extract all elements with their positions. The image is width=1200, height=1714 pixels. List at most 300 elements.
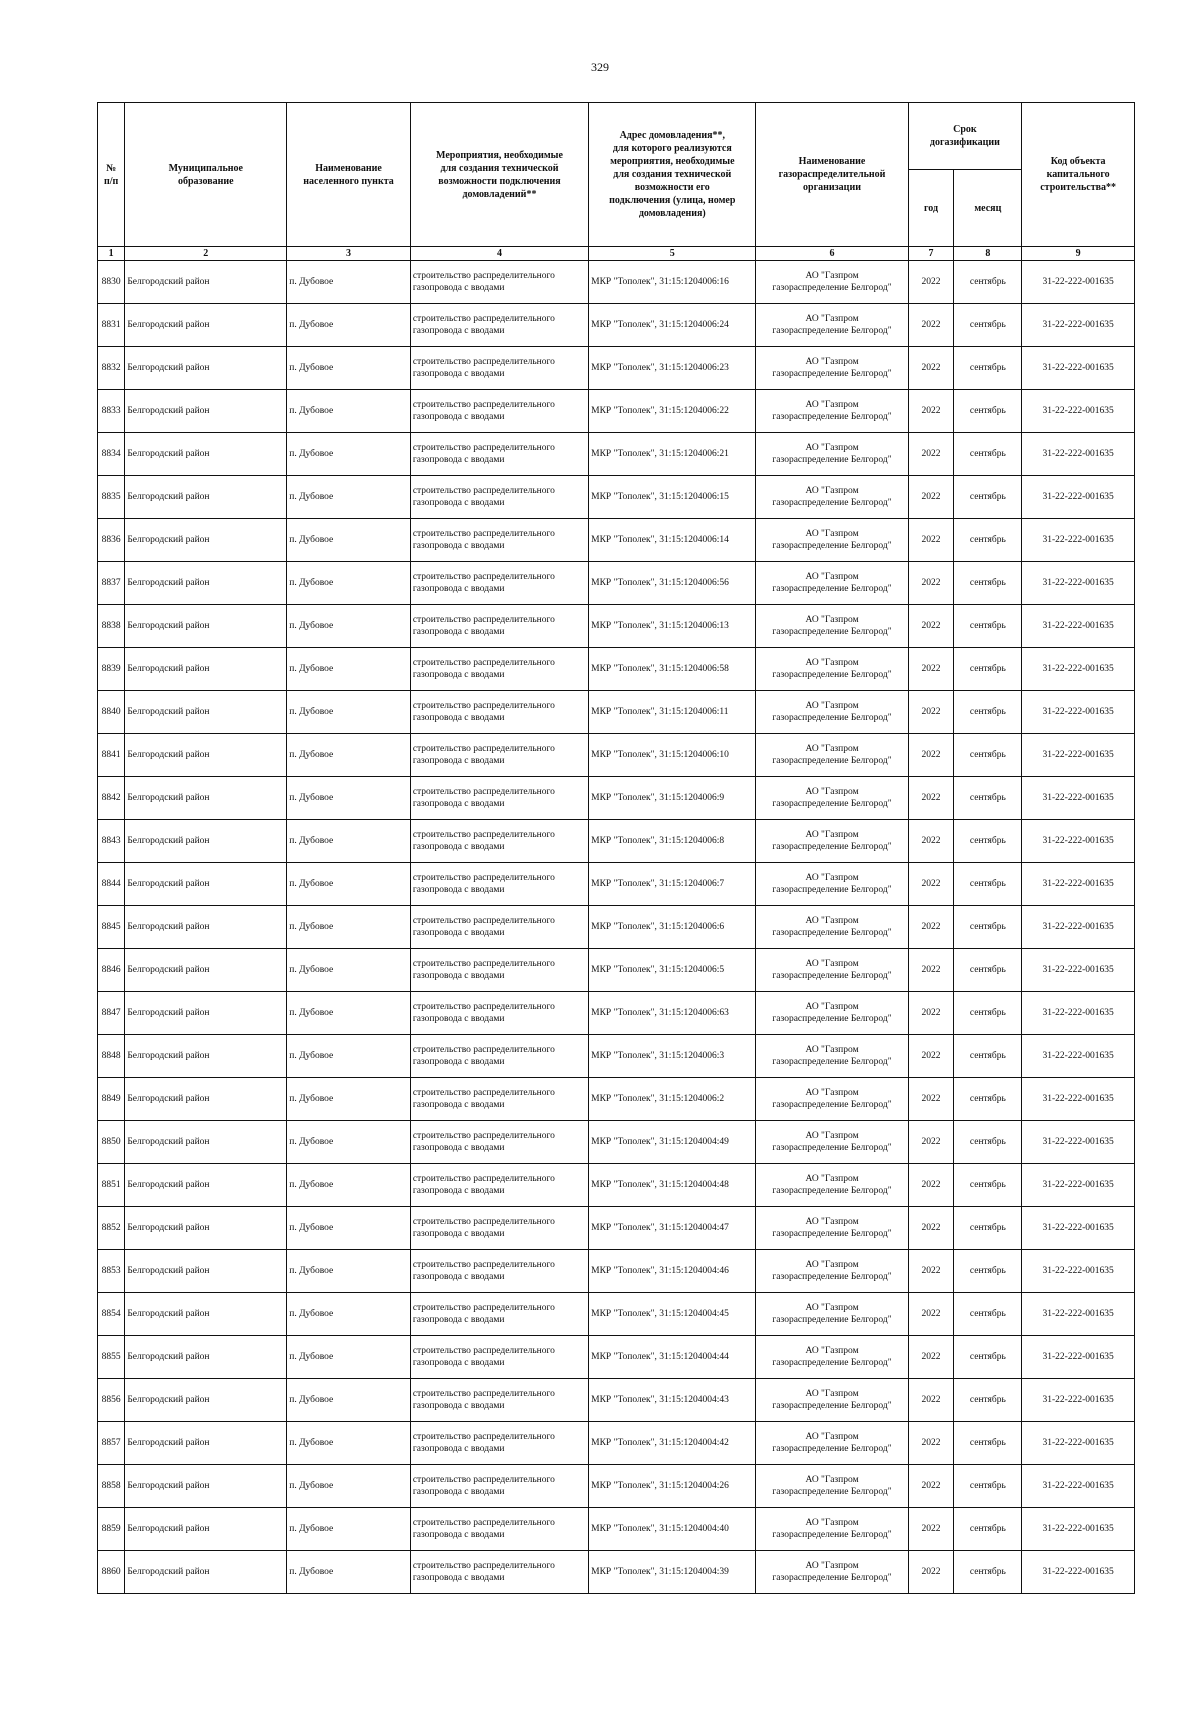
measures-cell: строительство распределительного газопровода с вводами [410,734,588,777]
object-code-cell: 31-22-222-001635 [1022,1336,1135,1379]
year-cell: 2022 [908,1465,954,1508]
column-number: 9 [1022,247,1135,261]
row-number: 8834 [98,433,125,476]
organization-cell: АО "Газпром газораспределение Белгород" [756,1121,908,1164]
address-cell: МКР "Тополек", 31:15:1204006:21 [589,433,756,476]
locality-cell: п. Дубовое [287,605,411,648]
month-cell: сентябрь [954,1035,1022,1078]
gasification-table [97,102,1135,1594]
table-row [98,562,1135,605]
header-address: Адрес домовладения**, для которого реализуются мероприятия, необходимые для создания технической возможности его подключения (улица, номер домовладения) [589,103,756,247]
locality-cell: п. Дубовое [287,1207,411,1250]
table-row [98,347,1135,390]
row-number: 8843 [98,820,125,863]
year-cell: 2022 [908,1121,954,1164]
measures-cell: строительство распределительного газопровода с вводами [410,1465,588,1508]
organization-cell: АО "Газпром газораспределение Белгород" [756,734,908,777]
locality-cell: п. Дубовое [287,347,411,390]
object-code-cell: 31-22-222-001635 [1022,1121,1135,1164]
object-code-cell: 31-22-222-001635 [1022,1035,1135,1078]
row-number: 8832 [98,347,125,390]
address-cell: МКР "Тополек", 31:15:1204004:46 [589,1250,756,1293]
table-row [98,992,1135,1035]
year-cell: 2022 [908,906,954,949]
address-cell: МКР "Тополек", 31:15:1204004:26 [589,1465,756,1508]
municipality-cell: Белгородский район [125,1207,287,1250]
address-cell: МКР "Тополек", 31:15:1204006:11 [589,691,756,734]
month-cell: сентябрь [954,949,1022,992]
address-cell: МКР "Тополек", 31:15:1204006:10 [589,734,756,777]
year-cell: 2022 [908,863,954,906]
year-cell: 2022 [908,347,954,390]
object-code-cell: 31-22-222-001635 [1022,1250,1135,1293]
month-cell: сентябрь [954,691,1022,734]
table-row [98,605,1135,648]
address-cell: МКР "Тополек", 31:15:1204006:9 [589,777,756,820]
address-cell: МКР "Тополек", 31:15:1204006:22 [589,390,756,433]
organization-cell: АО "Газпром газораспределение Белгород" [756,691,908,734]
year-cell: 2022 [908,304,954,347]
row-number: 8839 [98,648,125,691]
organization-cell: АО "Газпром газораспределение Белгород" [756,304,908,347]
year-cell: 2022 [908,1250,954,1293]
table-row [98,1379,1135,1422]
object-code-cell: 31-22-222-001635 [1022,691,1135,734]
month-cell: сентябрь [954,1250,1022,1293]
object-code-cell: 31-22-222-001635 [1022,992,1135,1035]
locality-cell: п. Дубовое [287,261,411,304]
month-cell: сентябрь [954,605,1022,648]
year-cell: 2022 [908,476,954,519]
year-cell: 2022 [908,1207,954,1250]
year-cell: 2022 [908,1035,954,1078]
header-month: месяц [954,170,1022,247]
table-row [98,1551,1135,1594]
month-cell: сентябрь [954,648,1022,691]
measures-cell: строительство распределительного газопровода с вводами [410,691,588,734]
municipality-cell: Белгородский район [125,1121,287,1164]
object-code-cell: 31-22-222-001635 [1022,1551,1135,1594]
row-number: 8846 [98,949,125,992]
object-code-cell: 31-22-222-001635 [1022,261,1135,304]
address-cell: МКР "Тополек", 31:15:1204004:45 [589,1293,756,1336]
organization-cell: АО "Газпром газораспределение Белгород" [756,433,908,476]
address-cell: МКР "Тополек", 31:15:1204006:63 [589,992,756,1035]
locality-cell: п. Дубовое [287,992,411,1035]
measures-cell: строительство распределительного газопровода с вводами [410,863,588,906]
municipality-cell: Белгородский район [125,1551,287,1594]
table-row [98,734,1135,777]
month-cell: сентябрь [954,304,1022,347]
municipality-cell: Белгородский район [125,1379,287,1422]
year-cell: 2022 [908,261,954,304]
measures-cell: строительство распределительного газопровода с вводами [410,1121,588,1164]
organization-cell: АО "Газпром газораспределение Белгород" [756,1207,908,1250]
municipality-cell: Белгородский район [125,562,287,605]
header-code: Код объекта капитального строительства** [1022,103,1135,247]
row-number: 8848 [98,1035,125,1078]
table-row [98,949,1135,992]
column-number: 5 [589,247,756,261]
measures-cell: строительство распределительного газопровода с вводами [410,261,588,304]
measures-cell: строительство распределительного газопровода с вводами [410,992,588,1035]
object-code-cell: 31-22-222-001635 [1022,390,1135,433]
address-cell: МКР "Тополек", 31:15:1204006:5 [589,949,756,992]
year-cell: 2022 [908,1508,954,1551]
organization-cell: АО "Газпром газораспределение Белгород" [756,1035,908,1078]
month-cell: сентябрь [954,390,1022,433]
object-code-cell: 31-22-222-001635 [1022,476,1135,519]
column-numbers-row [98,247,1135,261]
row-number: 8845 [98,906,125,949]
municipality-cell: Белгородский район [125,691,287,734]
organization-cell: АО "Газпром газораспределение Белгород" [756,1078,908,1121]
row-number: 8838 [98,605,125,648]
column-number: 7 [908,247,954,261]
year-cell: 2022 [908,992,954,1035]
organization-cell: АО "Газпром газораспределение Белгород" [756,863,908,906]
measures-cell: строительство распределительного газопровода с вводами [410,820,588,863]
month-cell: сентябрь [954,1551,1022,1594]
table-row [98,648,1135,691]
row-number: 8857 [98,1422,125,1465]
address-cell: МКР "Тополек", 31:15:1204006:15 [589,476,756,519]
measures-cell: строительство распределительного газопровода с вводами [410,1078,588,1121]
year-cell: 2022 [908,1379,954,1422]
municipality-cell: Белгородский район [125,304,287,347]
object-code-cell: 31-22-222-001635 [1022,734,1135,777]
locality-cell: п. Дубовое [287,1250,411,1293]
locality-cell: п. Дубовое [287,648,411,691]
row-number: 8844 [98,863,125,906]
year-cell: 2022 [908,1551,954,1594]
year-cell: 2022 [908,949,954,992]
organization-cell: АО "Газпром газораспределение Белгород" [756,1164,908,1207]
address-cell: МКР "Тополек", 31:15:1204004:43 [589,1379,756,1422]
organization-cell: АО "Газпром газораспределение Белгород" [756,562,908,605]
table-row [98,1508,1135,1551]
organization-cell: АО "Газпром газораспределение Белгород" [756,1336,908,1379]
row-number: 8835 [98,476,125,519]
locality-cell: п. Дубовое [287,390,411,433]
organization-cell: АО "Газпром газораспределение Белгород" [756,1250,908,1293]
municipality-cell: Белгородский район [125,863,287,906]
locality-cell: п. Дубовое [287,691,411,734]
table-row [98,1121,1135,1164]
measures-cell: строительство распределительного газопровода с вводами [410,562,588,605]
column-number: 3 [287,247,411,261]
municipality-cell: Белгородский район [125,734,287,777]
year-cell: 2022 [908,1422,954,1465]
row-number: 8831 [98,304,125,347]
column-number: 1 [98,247,125,261]
table-row [98,691,1135,734]
municipality-cell: Белгородский район [125,1164,287,1207]
locality-cell: п. Дубовое [287,1336,411,1379]
measures-cell: строительство распределительного газопровода с вводами [410,605,588,648]
locality-cell: п. Дубовое [287,734,411,777]
address-cell: МКР "Тополек", 31:15:1204006:13 [589,605,756,648]
object-code-cell: 31-22-222-001635 [1022,777,1135,820]
month-cell: сентябрь [954,476,1022,519]
organization-cell: АО "Газпром газораспределение Белгород" [756,347,908,390]
municipality-cell: Белгородский район [125,519,287,562]
measures-cell: строительство распределительного газопровода с вводами [410,1293,588,1336]
municipality-cell: Белгородский район [125,1035,287,1078]
year-cell: 2022 [908,1293,954,1336]
row-number: 8854 [98,1293,125,1336]
measures-cell: строительство распределительного газопровода с вводами [410,433,588,476]
row-number: 8859 [98,1508,125,1551]
year-cell: 2022 [908,648,954,691]
measures-cell: строительство распределительного газопровода с вводами [410,476,588,519]
address-cell: МКР "Тополек", 31:15:1204004:42 [589,1422,756,1465]
organization-cell: АО "Газпром газораспределение Белгород" [756,390,908,433]
locality-cell: п. Дубовое [287,1379,411,1422]
measures-cell: строительство распределительного газопровода с вводами [410,1035,588,1078]
locality-cell: п. Дубовое [287,777,411,820]
row-number: 8842 [98,777,125,820]
object-code-cell: 31-22-222-001635 [1022,906,1135,949]
municipality-cell: Белгородский район [125,949,287,992]
row-number: 8836 [98,519,125,562]
organization-cell: АО "Газпром газораспределение Белгород" [756,1379,908,1422]
address-cell: МКР "Тополек", 31:15:1204004:44 [589,1336,756,1379]
object-code-cell: 31-22-222-001635 [1022,648,1135,691]
row-number: 8860 [98,1551,125,1594]
month-cell: сентябрь [954,347,1022,390]
month-cell: сентябрь [954,1078,1022,1121]
row-number: 8841 [98,734,125,777]
measures-cell: строительство распределительного газопровода с вводами [410,648,588,691]
address-cell: МКР "Тополек", 31:15:1204006:3 [589,1035,756,1078]
object-code-cell: 31-22-222-001635 [1022,1465,1135,1508]
locality-cell: п. Дубовое [287,949,411,992]
municipality-cell: Белгородский район [125,390,287,433]
organization-cell: АО "Газпром газораспределение Белгород" [756,777,908,820]
municipality-cell: Белгородский район [125,433,287,476]
row-number: 8855 [98,1336,125,1379]
measures-cell: строительство распределительного газопровода с вводами [410,1551,588,1594]
measures-cell: строительство распределительного газопровода с вводами [410,1336,588,1379]
object-code-cell: 31-22-222-001635 [1022,1293,1135,1336]
table-row [98,906,1135,949]
municipality-cell: Белгородский район [125,820,287,863]
locality-cell: п. Дубовое [287,1035,411,1078]
header-municipality: Муниципальное образование [125,103,287,247]
organization-cell: АО "Газпром газораспределение Белгород" [756,949,908,992]
table-row [98,1035,1135,1078]
address-cell: МКР "Тополек", 31:15:1204006:14 [589,519,756,562]
month-cell: сентябрь [954,1379,1022,1422]
organization-cell: АО "Газпром газораспределение Белгород" [756,906,908,949]
row-number: 8856 [98,1379,125,1422]
table-row [98,390,1135,433]
locality-cell: п. Дубовое [287,562,411,605]
month-cell: сентябрь [954,1207,1022,1250]
row-number: 8852 [98,1207,125,1250]
locality-cell: п. Дубовое [287,820,411,863]
row-number: 8833 [98,390,125,433]
month-cell: сентябрь [954,1164,1022,1207]
table-row [98,1164,1135,1207]
measures-cell: строительство распределительного газопровода с вводами [410,390,588,433]
address-cell: МКР "Тополек", 31:15:1204006:2 [589,1078,756,1121]
organization-cell: АО "Газпром газораспределение Белгород" [756,476,908,519]
organization-cell: АО "Газпром газораспределение Белгород" [756,605,908,648]
month-cell: сентябрь [954,906,1022,949]
year-cell: 2022 [908,691,954,734]
table-row [98,1422,1135,1465]
object-code-cell: 31-22-222-001635 [1022,605,1135,648]
table-row [98,519,1135,562]
address-cell: МКР "Тополек", 31:15:1204006:16 [589,261,756,304]
page-number: 329 [591,60,609,74]
measures-cell: строительство распределительного газопровода с вводами [410,1207,588,1250]
month-cell: сентябрь [954,1422,1022,1465]
month-cell: сентябрь [954,261,1022,304]
year-cell: 2022 [908,519,954,562]
municipality-cell: Белгородский район [125,476,287,519]
address-cell: МКР "Тополек", 31:15:1204006:6 [589,906,756,949]
locality-cell: п. Дубовое [287,1164,411,1207]
municipality-cell: Белгородский район [125,1336,287,1379]
address-cell: МКР "Тополек", 31:15:1204004:40 [589,1508,756,1551]
table-row [98,1465,1135,1508]
month-cell: сентябрь [954,777,1022,820]
table-row [98,777,1135,820]
column-number: 4 [410,247,588,261]
address-cell: МКР "Тополек", 31:15:1204006:58 [589,648,756,691]
object-code-cell: 31-22-222-001635 [1022,1164,1135,1207]
year-cell: 2022 [908,820,954,863]
measures-cell: строительство распределительного газопровода с вводами [410,304,588,347]
organization-cell: АО "Газпром газораспределение Белгород" [756,519,908,562]
header-year: год [908,170,954,247]
table-row [98,1250,1135,1293]
organization-cell: АО "Газпром газораспределение Белгород" [756,261,908,304]
table-row [98,433,1135,476]
municipality-cell: Белгородский район [125,1465,287,1508]
table-row [98,261,1135,304]
object-code-cell: 31-22-222-001635 [1022,347,1135,390]
object-code-cell: 31-22-222-001635 [1022,949,1135,992]
address-cell: МКР "Тополек", 31:15:1204004:47 [589,1207,756,1250]
municipality-cell: Белгородский район [125,347,287,390]
locality-cell: п. Дубовое [287,1422,411,1465]
month-cell: сентябрь [954,562,1022,605]
locality-cell: п. Дубовое [287,433,411,476]
month-cell: сентябрь [954,519,1022,562]
municipality-cell: Белгородский район [125,648,287,691]
municipality-cell: Белгородский район [125,261,287,304]
object-code-cell: 31-22-222-001635 [1022,433,1135,476]
month-cell: сентябрь [954,820,1022,863]
measures-cell: строительство распределительного газопровода с вводами [410,1508,588,1551]
address-cell: МКР "Тополек", 31:15:1204006:7 [589,863,756,906]
locality-cell: п. Дубовое [287,519,411,562]
year-cell: 2022 [908,777,954,820]
year-cell: 2022 [908,433,954,476]
measures-cell: строительство распределительного газопровода с вводами [410,347,588,390]
measures-cell: строительство распределительного газопровода с вводами [410,906,588,949]
row-number: 8840 [98,691,125,734]
row-number: 8837 [98,562,125,605]
address-cell: МКР "Тополек", 31:15:1204006:8 [589,820,756,863]
column-number: 2 [125,247,287,261]
organization-cell: АО "Газпром газораспределение Белгород" [756,1293,908,1336]
object-code-cell: 31-22-222-001635 [1022,863,1135,906]
municipality-cell: Белгородский район [125,906,287,949]
object-code-cell: 31-22-222-001635 [1022,1508,1135,1551]
year-cell: 2022 [908,734,954,777]
column-number: 6 [756,247,908,261]
municipality-cell: Белгородский район [125,1250,287,1293]
year-cell: 2022 [908,1164,954,1207]
table-row [98,1293,1135,1336]
table-row [98,820,1135,863]
table-row [98,1207,1135,1250]
header-measures: Мероприятия, необходимые для создания технической возможности подключения домовладений** [410,103,588,247]
month-cell: сентябрь [954,1336,1022,1379]
object-code-cell: 31-22-222-001635 [1022,519,1135,562]
locality-cell: п. Дубовое [287,1465,411,1508]
municipality-cell: Белгородский район [125,1422,287,1465]
municipality-cell: Белгородский район [125,992,287,1035]
organization-cell: АО "Газпром газораспределение Белгород" [756,648,908,691]
row-number: 8849 [98,1078,125,1121]
month-cell: сентябрь [954,433,1022,476]
locality-cell: п. Дубовое [287,1078,411,1121]
locality-cell: п. Дубовое [287,1508,411,1551]
row-number: 8830 [98,261,125,304]
measures-cell: строительство распределительного газопровода с вводами [410,949,588,992]
locality-cell: п. Дубовое [287,476,411,519]
table-body [98,261,1135,1594]
organization-cell: АО "Газпром газораспределение Белгород" [756,1465,908,1508]
address-cell: МКР "Тополек", 31:15:1204006:56 [589,562,756,605]
object-code-cell: 31-22-222-001635 [1022,1379,1135,1422]
year-cell: 2022 [908,1336,954,1379]
year-cell: 2022 [908,605,954,648]
measures-cell: строительство распределительного газопровода с вводами [410,777,588,820]
month-cell: сентябрь [954,1293,1022,1336]
address-cell: МКР "Тополек", 31:15:1204006:23 [589,347,756,390]
address-cell: МКР "Тополек", 31:15:1204004:49 [589,1121,756,1164]
address-cell: МКР "Тополек", 31:15:1204004:48 [589,1164,756,1207]
locality-cell: п. Дубовое [287,863,411,906]
measures-cell: строительство распределительного газопровода с вводами [410,1379,588,1422]
month-cell: сентябрь [954,992,1022,1035]
measures-cell: строительство распределительного газопровода с вводами [410,1164,588,1207]
measures-cell: строительство распределительного газопровода с вводами [410,519,588,562]
organization-cell: АО "Газпром газораспределение Белгород" [756,1508,908,1551]
locality-cell: п. Дубовое [287,1121,411,1164]
address-cell: МКР "Тополек", 31:15:1204006:24 [589,304,756,347]
organization-cell: АО "Газпром газораспределение Белгород" [756,992,908,1035]
object-code-cell: 31-22-222-001635 [1022,1078,1135,1121]
header-term: Срок догазификации [908,103,1022,170]
table-row [98,1336,1135,1379]
month-cell: сентябрь [954,1508,1022,1551]
row-number: 8853 [98,1250,125,1293]
table-row [98,1078,1135,1121]
month-cell: сентябрь [954,734,1022,777]
month-cell: сентябрь [954,1121,1022,1164]
organization-cell: АО "Газпром газораспределение Белгород" [756,1551,908,1594]
locality-cell: п. Дубовое [287,1293,411,1336]
column-number: 8 [954,247,1022,261]
